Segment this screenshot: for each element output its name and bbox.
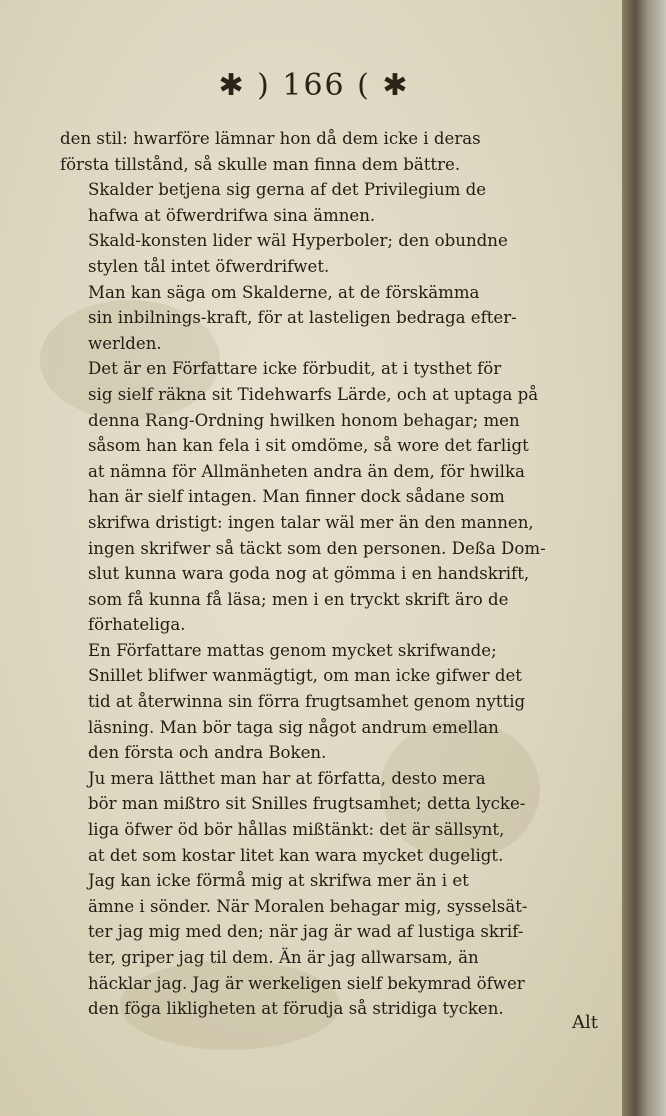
text-line: den stil: hwarföre lämnar hon då dem icke i deras (60, 129, 481, 148)
page-header: ✱ ) 166 ( ✱ (218, 68, 410, 103)
text-line: bör man mißtro sit Snilles frugtsamhet; detta lycke- (88, 794, 526, 814)
text-line: ämne i sönder. När Moralen behagar mig, sysselsät- (88, 896, 528, 916)
text-line: skrifwa dristigt: ingen talar wäl mer än den mannen, (88, 512, 534, 532)
text-line: ter jag mig med den; när jag är wad af lustiga skrif- (88, 922, 524, 942)
paragraph (60, 868, 615, 1022)
paragraph (60, 177, 615, 228)
text-line: sin inbilnings-kraft, för at lasteligen bedraga efter- (88, 308, 517, 328)
book-gutter (622, 0, 666, 1116)
text-line: ingen skrifwer så täckt som den personen. Deßa Dom- (88, 538, 546, 558)
text-line: stylen tål intet öfwerdrifwet. (88, 256, 330, 276)
text-line: hafwa at öfwerdrifwa sina ämnen. (88, 205, 376, 225)
text-line: den föga likligheten at förudja så stridiga tycken. (88, 999, 504, 1019)
paragraph (60, 280, 615, 357)
paragraph (60, 766, 615, 868)
catchword: Alt (572, 1012, 598, 1033)
text-line: såsom han kan fela i sit omdöme, så wore det farligt (88, 436, 529, 456)
text-line: Jag kan icke förmå mig at skrifwa mer än i et (88, 871, 469, 891)
text-line: at det som kostar litet kan wara mycket dugeligt. (88, 845, 504, 865)
paragraph (60, 228, 615, 279)
text-line: Snillet blifwer wanmägtigt, om man icke gifwer det (88, 666, 522, 686)
paragraph (60, 356, 615, 638)
text-line: första tillstånd, så skulle man finna dem bättre. (60, 154, 461, 174)
text-line: Skald-konsten lider wäl Hyperboler; den obundne (88, 231, 508, 251)
text-line: liga öfwer öd bör hållas mißtänkt: det är sällsynt, (88, 820, 505, 840)
text-line: Ju mera lätthet man har at författa, desto mera (88, 768, 486, 788)
text-line: förhateliga. (88, 615, 186, 635)
text-line: slut kunna wara goda nog at gömma i en handskrift, (88, 564, 530, 584)
text-line: Man kan säga om Skalderne, at de förskämma (88, 282, 480, 302)
text-line: werlden. (88, 333, 162, 353)
text-line: den första och andra Boken. (88, 743, 327, 763)
text-line: sig sielf räkna sit Tidehwarfs Lärde, och at uptaga på (88, 384, 539, 404)
text-line: som få kunna få läsa; men i en tryckt skrift äro de (88, 589, 509, 609)
bleed-through-mark (30, 1046, 35, 1065)
text-line: häcklar jag. Jag är werkeligen sielf bekymrad öfwer (88, 973, 525, 993)
text-line: läsning. Man bör taga sig något andrum emellan (88, 717, 499, 737)
text-line: han är sielf intagen. Man finner dock sådane som (88, 487, 505, 507)
text-line: ter, griper jag til dem. Än är jag allwarsam, än (88, 948, 479, 967)
paragraph (60, 638, 615, 766)
body-text (60, 126, 615, 1022)
text-line: tid at återwinna sin förra frugtsamhet genom nyttig (88, 692, 526, 712)
text-line: Skalder betjena sig gerna af det Privilegium de (88, 180, 487, 200)
paragraph (60, 126, 615, 177)
text-line: denna Rang-Ordning hwilken honom behagar; men (88, 410, 520, 430)
text-line: at nämna för Allmänheten andra än dem, för hwilka (88, 461, 525, 481)
text-line: Det är en Författare icke förbudit, at i tysthet för (88, 359, 502, 379)
text-line: En Författare mattas genom mycket skrifwande; (88, 640, 497, 660)
